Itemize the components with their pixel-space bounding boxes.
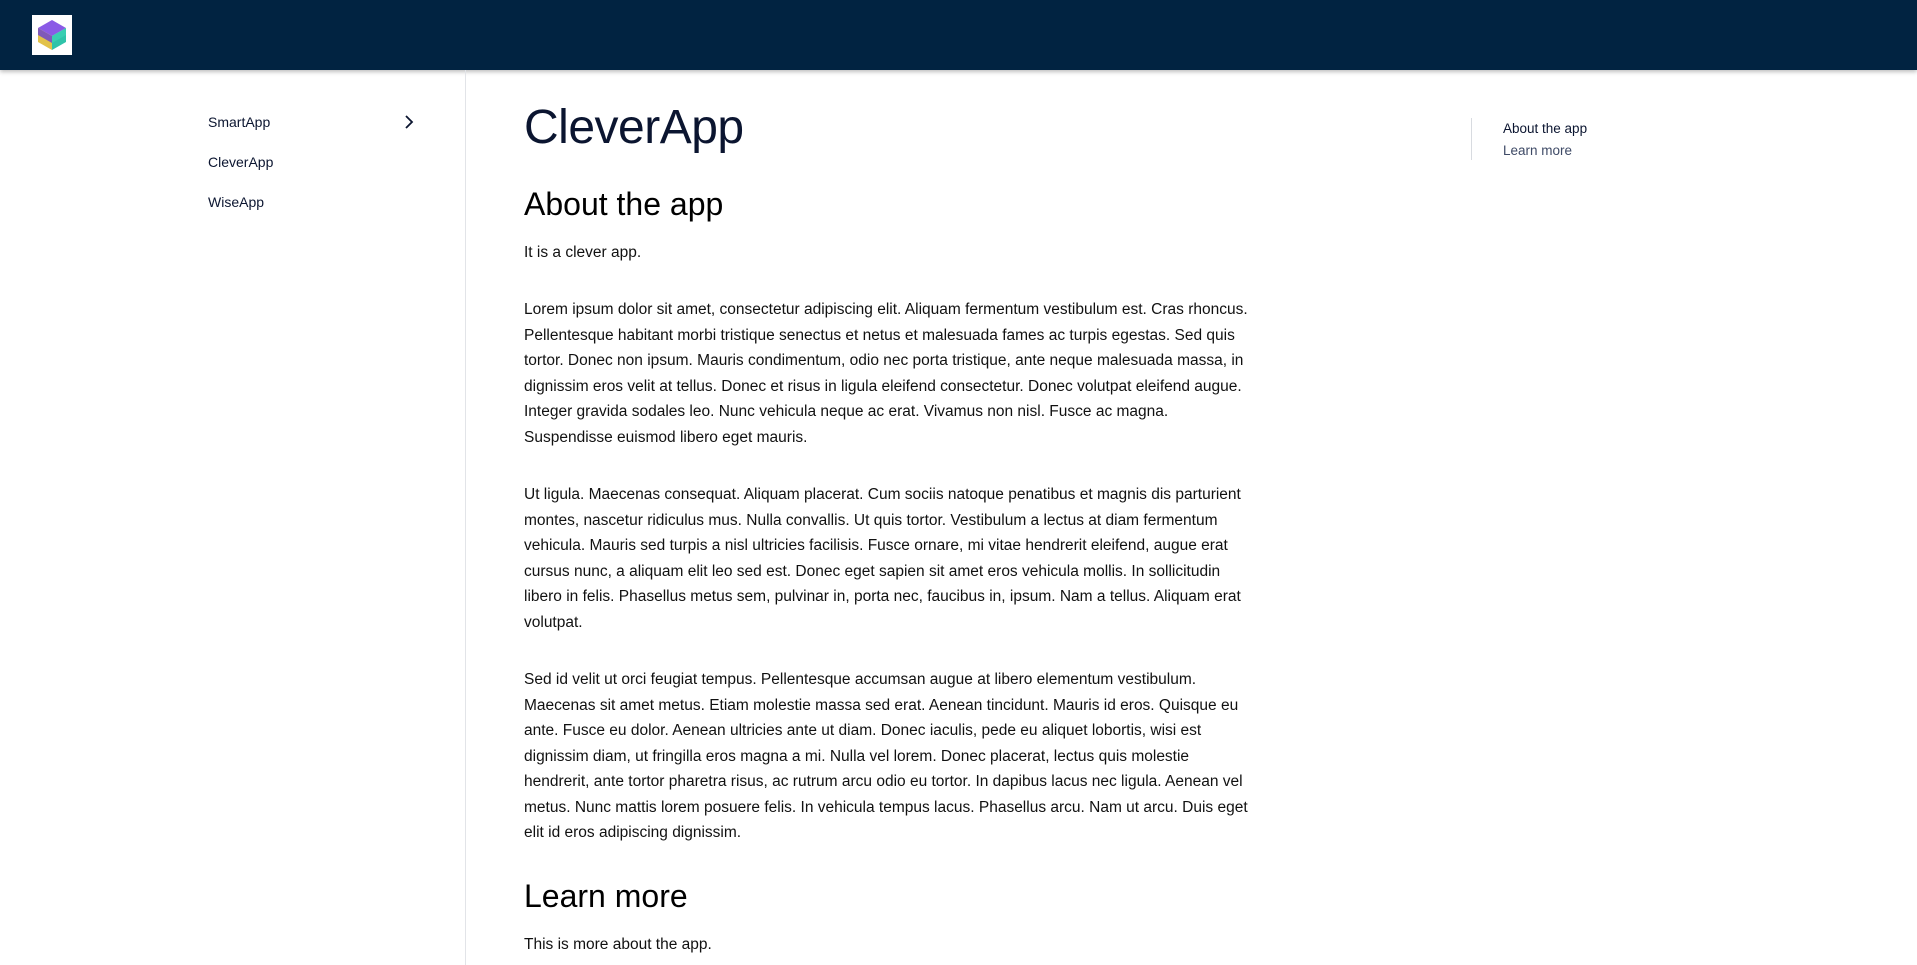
toc-link-learn-more[interactable]: Learn more [1503,143,1573,158]
table-of-contents [1471,118,1587,160]
toc-link-about-the-app[interactable]: About the app [1503,121,1588,136]
paragraph: Sed id velit ut orci feugiat tempus. Pellentesque accumsan augue at libero elementum vestibulum. Maecenas sit amet metus. Etiam molestie massa sed erat. Aenean tincidunt. Mauris id eros. Quisque eu ante. Fusce eu dolor. Aenean ultricies ante ut diam. Donec iaculis, pede eu aliquet lobortis, wisi est dignissim diam, ut fringilla eros magna a mi. Nulla vel lorem. Donec placerat, lectus quis molestie hendrerit, ante tortor pharetra risus, ac rutrum arcu odio eu tortor. In dapibus lacus nec ligula. Aenean vel metus. Nunc mattis lorem posuere felis. In vehicula tempus lacus. Phasellus arcu. Nam ut arcu. Duis eget elit id eros adipiscing dignissim. [524,671,1248,841]
section-heading-about: About the app [524,186,724,222]
paragraph: This is more about the app. [524,936,712,953]
sidebar-item-label: CleverApp [208,154,274,170]
sidebar-item-label: WiseApp [208,194,265,210]
paragraph: It is a clever app. [524,244,642,261]
sidebar-nav [0,70,466,965]
sidebar-item-smartapp[interactable] [208,110,428,134]
sidebar-item-cleverapp[interactable] [208,150,428,174]
paragraph: Lorem ipsum dolor sit amet, consectetur adipiscing elit. Aliquam fermentum vestibulum est. Cras rhoncus. Pellentesque habitant morbi tristique senectus et netus et malesuada fames ac turpis egestas. Sed quis tortor. Donec non ipsum. Mauris condimentum, odio nec porta tristique, ante neque malesuada massa, in dignissim eros velit at tellus. Donec et risus in ligula eleifend consectetur. Donec volutpat eleifend augue. Integer gravida sodales leo. Nunc vehicula neque ac erat. Vivamus non nisl. Fusce ac magna. Suspendisse euismod libero eget mauris. [524,301,1248,446]
section-heading-learn-more: Learn more [524,878,688,914]
chevron-right-icon[interactable] [402,115,416,129]
cube-logo-icon[interactable] [32,15,72,55]
page-title: CleverApp [524,101,744,154]
paragraph: Ut ligula. Maecenas consequat. Aliquam placerat. Cum sociis natoque penatibus et magnis dis parturient montes, nascetur ridiculus mus. Nulla convallis. Ut quis tortor. Vestibulum a lectus at diam fermentum vehicula. Mauris sed turpis a nisl ultricies facilisis. Fusce ornare, mi vitae hendrerit eleifend, augue erat cursus nunc, a aliquam elit leo sed est. Donec eget sapien sit amet eros vehicula mollis. In sollicitudin libero in felis. Phasellus metus sem, pulvinar in, porta nec, faucibus in, ipsum. Nam a tellus. Aliquam erat volutpat. [524,486,1241,631]
sidebar-item-label: SmartApp [208,114,271,130]
top-app-bar [0,0,1917,70]
sidebar-item-wiseapp[interactable] [208,190,428,214]
